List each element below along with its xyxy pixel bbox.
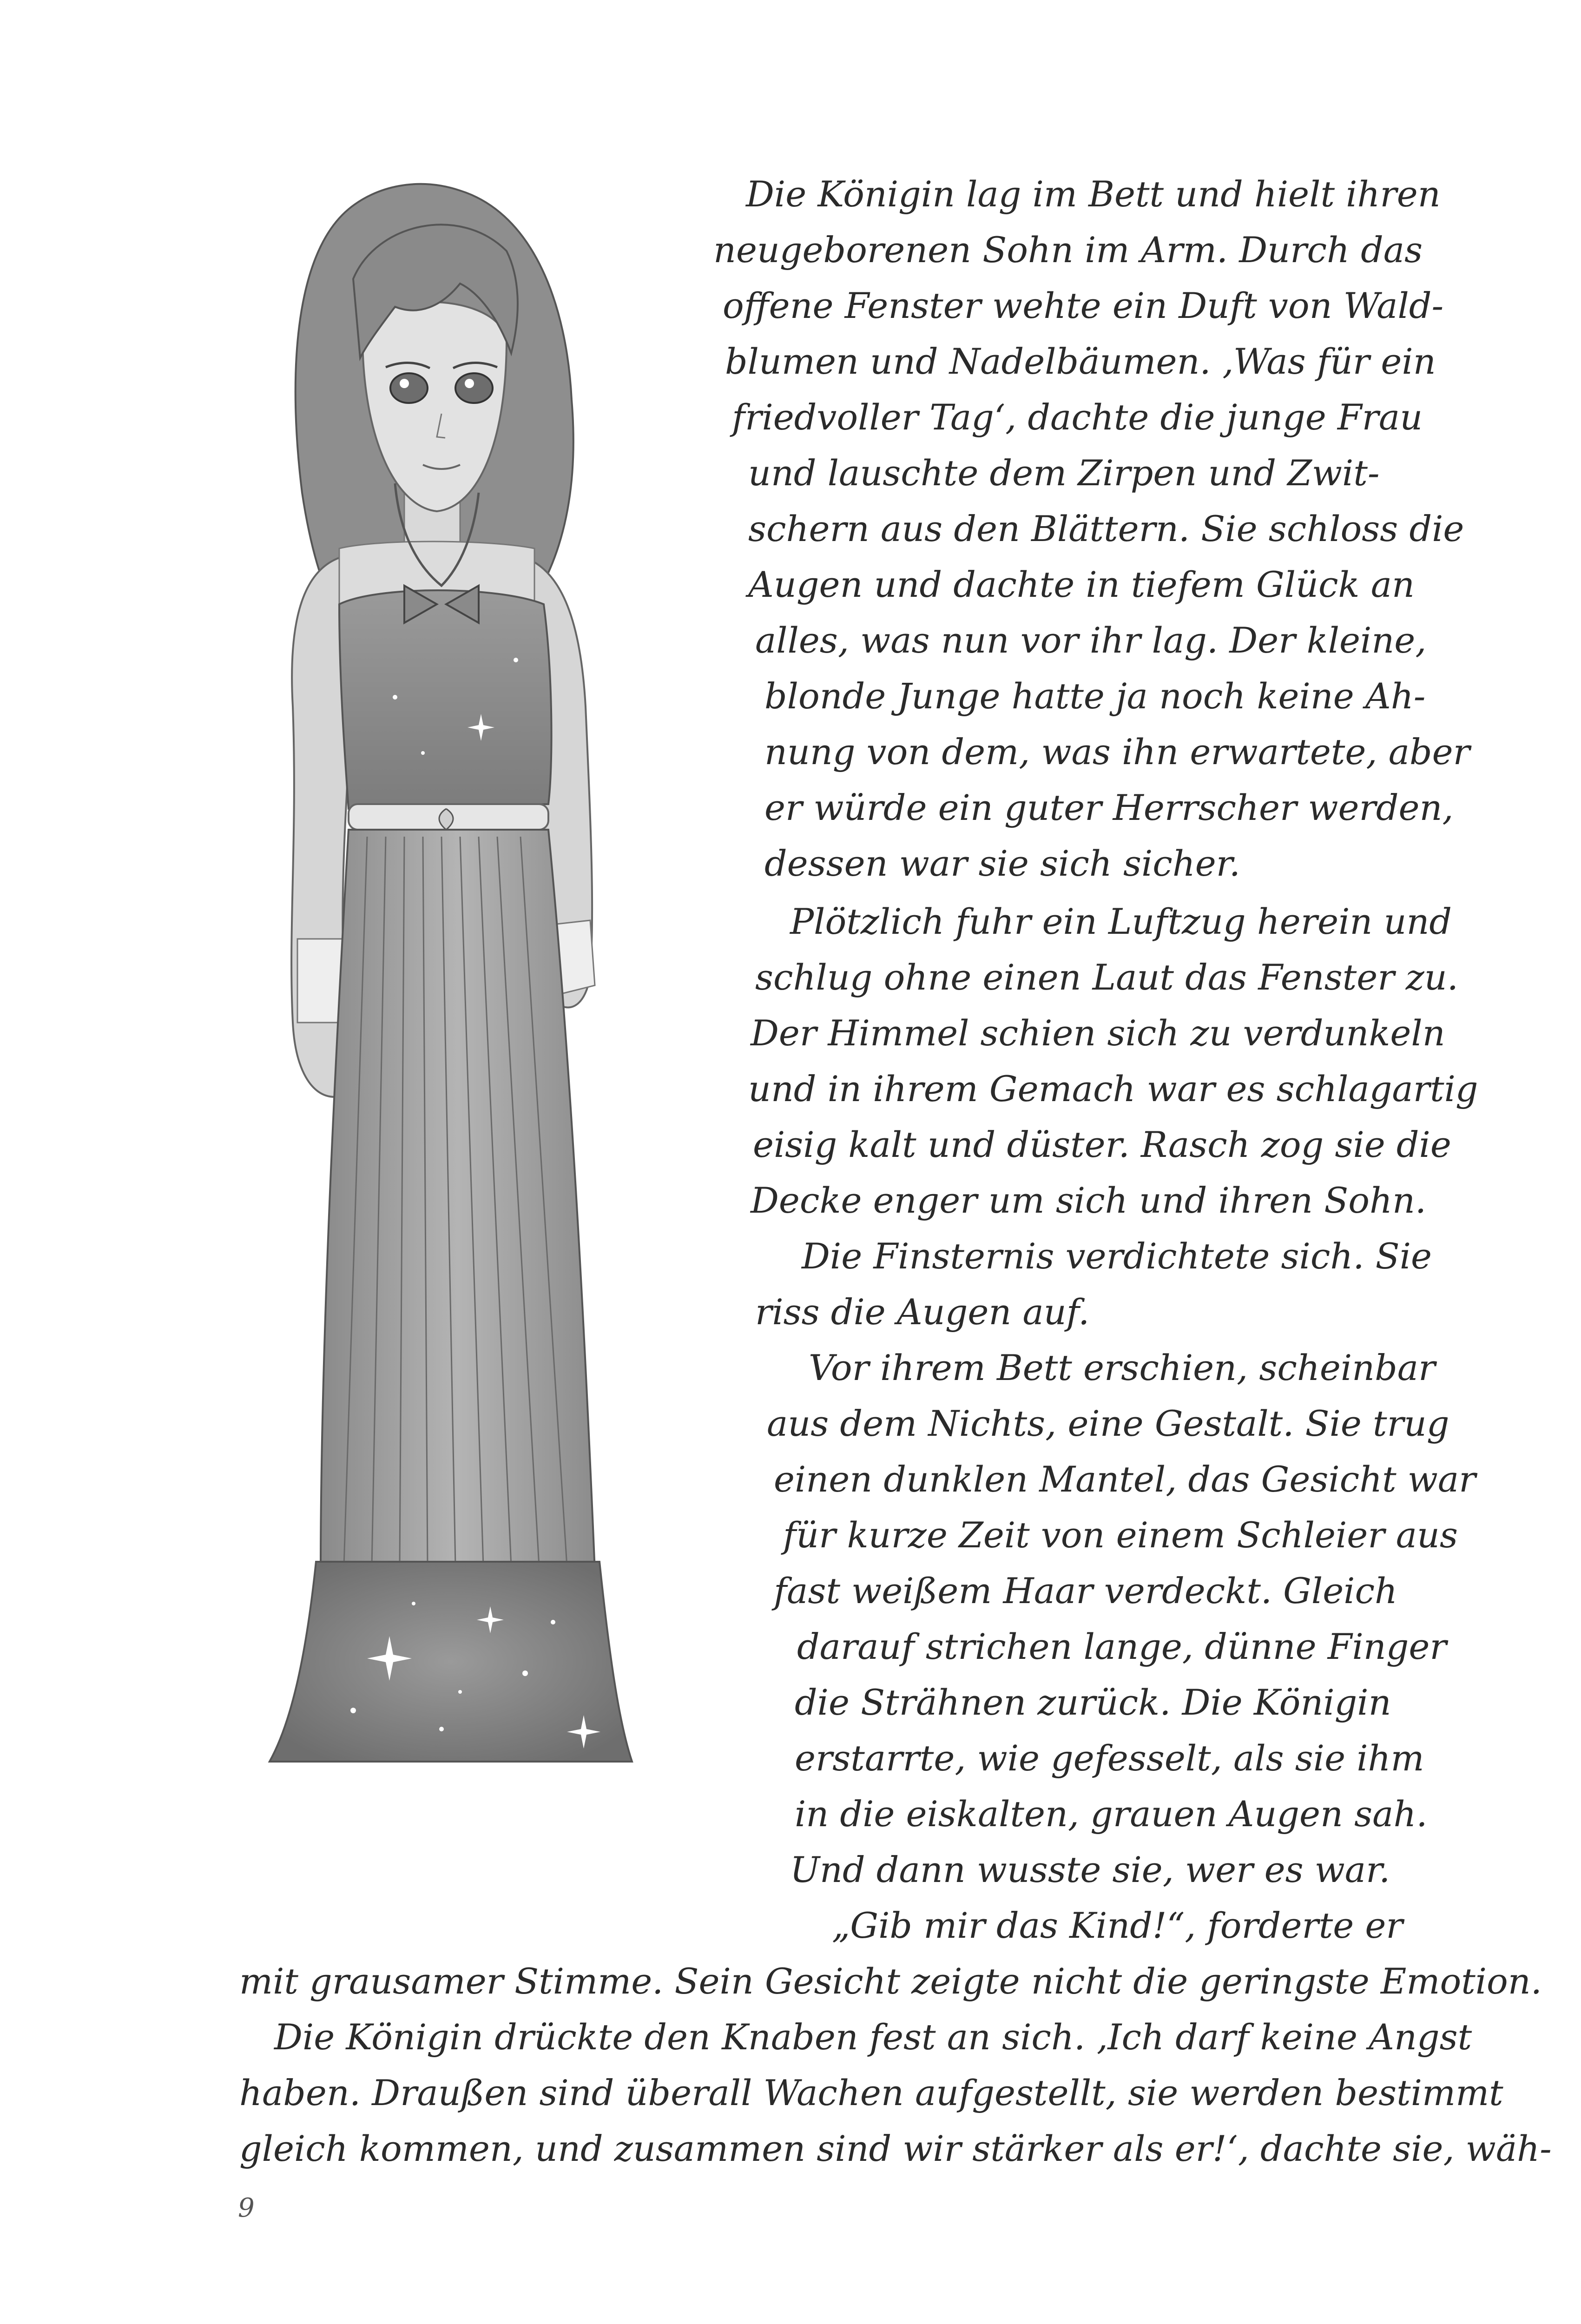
text-line: blonde Junge hatte ja noch keine Ah-: [764, 675, 1426, 717]
text-line: neugeborenen Sohn im Arm. Durch das: [713, 229, 1423, 271]
text-line: die Strähnen zurück. Die Königin: [795, 1682, 1391, 1723]
text-line: dessen war sie sich sicher.: [764, 843, 1240, 884]
text-line: darauf strichen lange, dünne Finger: [797, 1626, 1447, 1667]
text-line: friedvoller Tag‘, dachte die junge Frau: [732, 396, 1423, 438]
text-line: Die Königin lag im Bett und hielt ihren: [746, 173, 1441, 215]
text-line: Die Königin drückte den Knaben fest an sich. ‚Ich darf keine Angst: [274, 2016, 1472, 2058]
page-number: 9: [238, 2193, 255, 2223]
text-line: nung von dem, was ihn erwartete, aber: [764, 731, 1470, 772]
text-line: offene Fenster wehte ein Duft von Wald-: [723, 285, 1444, 326]
text-line: fast weißem Haar verdeckt. Gleich: [774, 1570, 1397, 1611]
text-line: Plötzlich fuhr ein Luftzug herein und: [790, 901, 1452, 942]
text-line: Decke enger um sich und ihren Sohn.: [751, 1180, 1427, 1221]
text-line: einen dunklen Mantel, das Gesicht war: [774, 1459, 1476, 1500]
text-line: Und dann wusste sie, wer es war.: [790, 1849, 1390, 1890]
text-line: schlug ohne einen Laut das Fenster zu.: [755, 957, 1458, 998]
text-line: und lauschte dem Zirpen und Zwit-: [748, 452, 1380, 494]
text-line: schern aus den Blättern. Sie schloss die: [748, 508, 1464, 549]
text-line: erstarrte, wie gefesselt, als sie ihm: [795, 1737, 1424, 1779]
text-line: für kurze Zeit von einem Schleier aus: [783, 1514, 1458, 1556]
queen-illustration: [200, 139, 702, 1776]
text-line: eisig kalt und düster. Rasch zog sie die: [753, 1124, 1451, 1165]
text-line: Vor ihrem Bett erschien, scheinbar: [809, 1347, 1436, 1388]
text-line: alles, was nun vor ihr lag. Der kleine,: [755, 620, 1427, 661]
text-line: mit grausamer Stimme. Sein Gesicht zeigte nicht die geringste Emotion.: [239, 1961, 1542, 2002]
text-line: blumen und Nadelbäumen. ‚Was für ein: [725, 341, 1436, 382]
text-line: in die eiskalten, grauen Augen sah.: [795, 1793, 1428, 1835]
text-line: er würde ein guter Herrscher werden,: [764, 787, 1454, 828]
text-line: haben. Draußen sind überall Wachen aufgestellt, sie werden bestimmt: [239, 2072, 1503, 2113]
text-line: Der Himmel schien sich zu verdunkeln: [751, 1012, 1445, 1054]
text-line: aus dem Nichts, eine Gestalt. Sie trug: [767, 1403, 1449, 1444]
text-line: Augen und dachte in tiefem Glück an: [748, 564, 1415, 605]
text-line: „Gib mir das Kind!“, forderte er: [832, 1905, 1403, 1946]
text-line: und in ihrem Gemach war es schlagartig: [748, 1068, 1478, 1109]
text-line: gleich kommen, und zusammen sind wir stärker als er!‘, dachte sie, wäh-: [239, 2128, 1552, 2169]
text-line: riss die Augen auf.: [755, 1291, 1090, 1333]
text-line: Die Finsternis verdichtete sich. Sie: [802, 1235, 1432, 1277]
